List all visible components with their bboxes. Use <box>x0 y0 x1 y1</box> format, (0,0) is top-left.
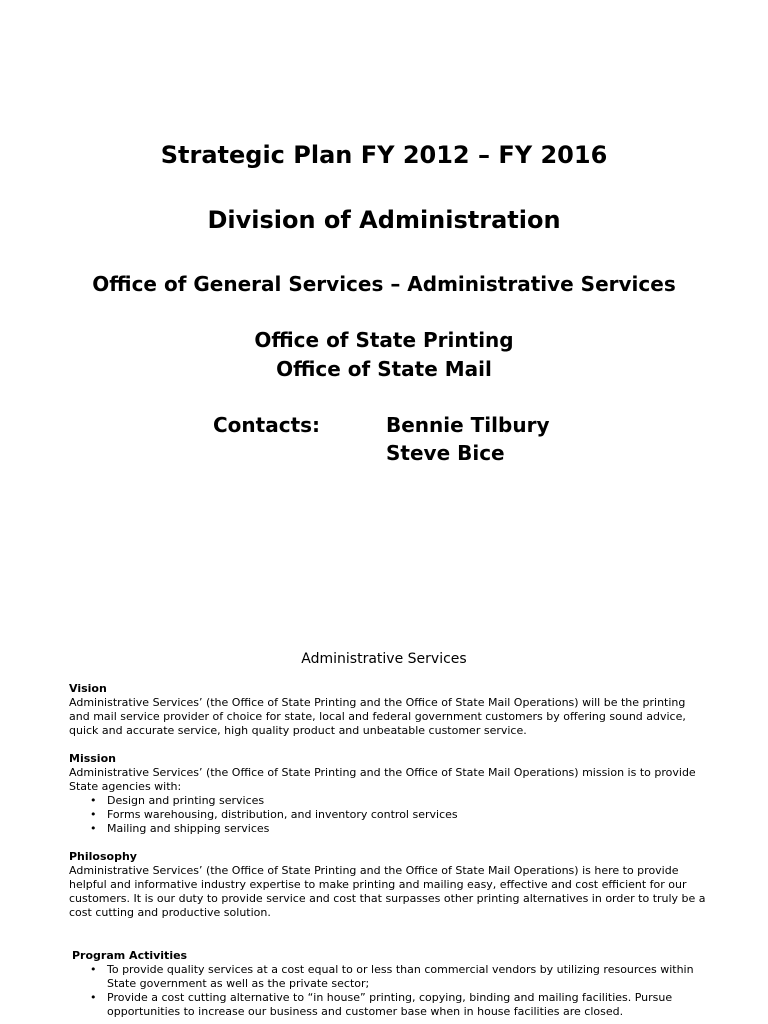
philosophy-section <box>69 850 709 920</box>
list-item: • Mailing and shipping services <box>107 822 709 836</box>
program-activities-section <box>72 949 712 1019</box>
program-label: Program Activities <box>72 949 188 962</box>
contacts-label: Contacts: <box>213 413 321 437</box>
mission-text: Administrative Services’ (the Office of State Printing and the Office of State Mail Operations) mission is to provide State agencies with: <box>69 766 696 793</box>
document-title: Strategic Plan FY 2012 – FY 2016 <box>160 141 608 169</box>
vision-section <box>69 682 709 738</box>
mission-label: Mission <box>69 752 116 765</box>
mission-section <box>69 752 709 836</box>
list-item: • To provide quality services at a cost equal to or less than commercial vendors by utilizing resources within State government as well as the private sector; <box>107 963 712 991</box>
vision-label: Vision <box>69 682 107 695</box>
contact-name: Bennie Tilbury <box>386 413 550 437</box>
vision-text: Administrative Services’ (the Office of State Printing and the Office of State Mail Operations) will be the printing and mail service provider of choice for state, local and federal government customers by offering sound advice, quick and accurate service, high quality product and unbeatable customer service. <box>69 696 686 737</box>
sub-office-printing: Office of State Printing <box>254 328 514 352</box>
list-item: • Design and printing services <box>107 794 709 808</box>
section-title: Administrative Services <box>301 651 467 667</box>
division-heading: Division of Administration <box>207 206 561 234</box>
sub-office-mail: Office of State Mail <box>276 357 492 381</box>
mission-list <box>69 794 709 836</box>
philosophy-text: Administrative Services’ (the Office of State Printing and the Office of State Mail Operations) is here to provide helpful and informative industry expertise to make printing and mailing easy, effective and cost efficient for our customers. It is our duty to provide service and cost that surpasses other printing alternatives in order to truly be a cost cutting and productive solution. <box>69 864 706 919</box>
list-item: • Forms warehousing, distribution, and inventory control services <box>107 808 709 822</box>
philosophy-label: Philosophy <box>69 850 137 863</box>
office-heading: Office of General Services – Administrative Services <box>92 272 676 296</box>
program-list <box>72 963 712 1019</box>
contact-name: Steve Bice <box>386 441 505 465</box>
list-item: • Provide a cost cutting alternative to “in house” printing, copying, binding and mailing facilities. Pursue opportunities to increase our business and customer base when in house facilities are closed. <box>107 991 712 1019</box>
